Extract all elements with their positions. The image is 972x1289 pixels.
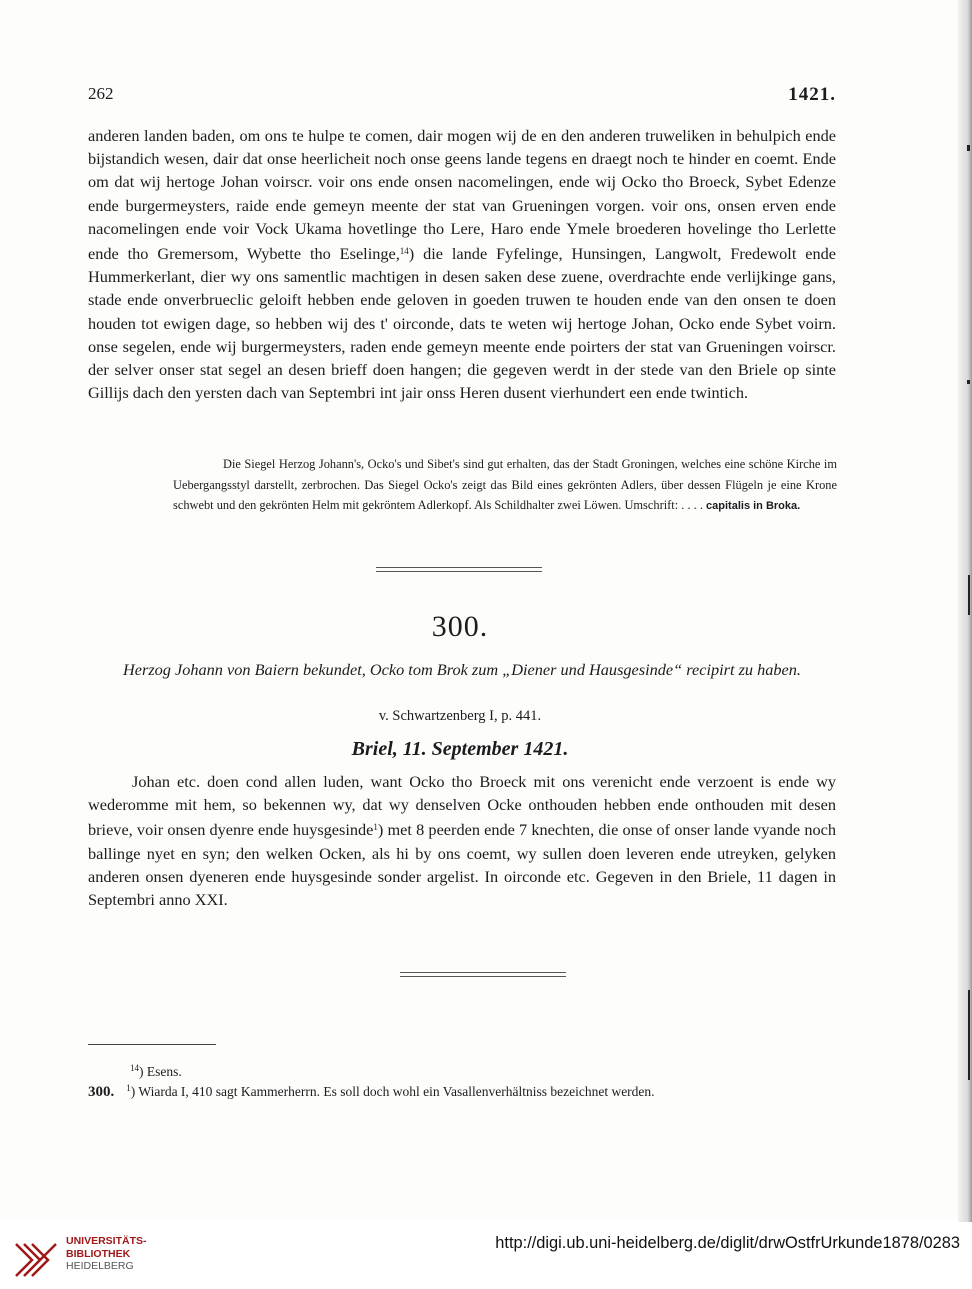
document-299-text	[88, 124, 836, 404]
document-dateline: Briel, 11. September 1421.	[351, 738, 569, 760]
footnote-marker: 14	[130, 1063, 139, 1073]
library-footer	[0, 1222, 972, 1289]
seal-note: Die Siegel Herzog Johann's, Ocko's und Sibet's sind gut erhalten, das der Stadt Groningen, welches eine schöne Kirche im Uebergangsstyl darstellt, zerbrochen. Das Siegel Ocko's zeigt das Bild eines gekrönten Adlers, über dessen Flügeln je eine Krone schwebt und den gekrönten Helm mit gekröntem Adlerkopf. Als Schildhalter zwei Löwen. Umschrift: . . . .	[173, 457, 837, 512]
footnote-ref-14: 14	[399, 246, 409, 257]
text-part-1: anderen landen baden, om ons te hulpe te comen, dair mogen wij de en den anderen truweliken in behulpich ende bijstandich wesen, dair dat onse heerlicheit noch onse geens lande tegens en draegt noch te hinder en coemt. Ende om dat wij hertoge Johan voirscr. voir ons ende onsen nacomelingen, ende wij Ocko tho Broeck, Sybet Edenze ende burgermeysters, raide ende gemeyn meente der stat van Grueningen vorgen. voir ons, onsen erven ende nacomelingen ende voir Vock Ukama hovetlinge tho Lere, Haro ende Ymele broederen hovelinge tho Lerlette ende tho Gremersom, Wybette tho Eselinge,	[88, 126, 836, 264]
running-header	[88, 84, 836, 108]
document-regest: Herzog Johann von Baiern bekundet, Ocko tom Brok zum „Diener und Hausgesinde“ recipirt zu haben.	[123, 660, 801, 679]
seal-inscription: capitalis in Broka.	[706, 500, 801, 512]
footnote-marker: 1	[126, 1083, 131, 1093]
footnote-300	[88, 1078, 848, 1102]
section-divider	[400, 972, 566, 977]
library-name-line: BIBLIOTHEK	[66, 1247, 131, 1260]
running-year: 1421.	[788, 84, 836, 105]
library-name-line: UNIVERSITÄTS-	[66, 1235, 147, 1247]
section-divider	[376, 567, 542, 572]
page-number: 262	[88, 84, 114, 103]
university-library-logo-icon	[12, 1230, 62, 1280]
library-name-line: HEIDELBERG	[66, 1260, 134, 1272]
footnote-doc-number: 300.	[88, 1084, 115, 1100]
document-number: 300.	[431, 610, 489, 643]
edge-mark	[967, 380, 970, 384]
footnote-text: ) Esens.	[139, 1064, 182, 1079]
page-edge	[958, 0, 972, 1222]
seal-description	[173, 454, 837, 517]
permalink-url[interactable]: http://digi.ub.uni-heidelberg.de/diglit/drwOstfrUrkunde1878/0283	[495, 1234, 960, 1252]
edge-mark	[968, 990, 970, 1080]
edge-mark	[968, 575, 970, 615]
footnote-text: ) Wiarda I, 410 sagt Kammerherrn. Es soll doch wohl ein Vasallenverhältniss bezeichnet werden.	[130, 1084, 655, 1099]
library-name	[66, 1235, 147, 1273]
footnote-rule	[88, 1044, 216, 1045]
text-part-1: Johan etc. doen cond allen luden, want Ocko tho Broeck mit ons verenicht ende verzoent is ende wy wederomme mit hem, so bekennen wy, dat wy denselven Ocke onthouden hebben ende onthouden mit desen brieve, voir onsen dyenre ende huysgesinde	[88, 772, 836, 840]
document-source: v. Schwartzenberg I, p. 441.	[378, 708, 542, 724]
footnote-ref-1: 1	[373, 822, 378, 833]
text-part-2: ) die lande Fyfelinge, Hunsingen, Langwolt, Fredewolt ende Hummerkerlant, dier wy ons samentlic machtigen in desen saken dese zuene, overdrachte ende verlijkinge gans, stade ende onverbrueclic geloift hebben ende geloven in goeden truwen te houden ende van den onsen te doen houden tot ewigen dage, so hebben wij des t' oirconde, dats te weten wij hertoge Johan, Ocko ende Sybet voirn. onse segelen, ende wij burgermeysters, raden ende gemeyn meente ende poirters der stat van Grueningen voirscr. der selver onser stat segel an desen brieff doen hangen; die gegeven werdt in der stede van den Briele op sinte Gillijs dach den yersten dach van Septembri int jair onss Heren dusent vierhundert een ende twintich.	[88, 244, 836, 403]
document-300-text	[88, 770, 836, 911]
edge-mark	[967, 145, 970, 151]
text-part-2: ) met 8 peerden ende 7 knechten, die onse of onser lande vyande noch ballinge nyet en syn; den welken Ocken, als hi by ons coemt, wy sullen doen leveren ende utreyken, gelyken anderen onsen dyeneren ende huysgesinde sonder argelist. In oirconde etc. Gegeven in den Briele, 11 dagen in Septembri anno XXI.	[88, 820, 836, 910]
